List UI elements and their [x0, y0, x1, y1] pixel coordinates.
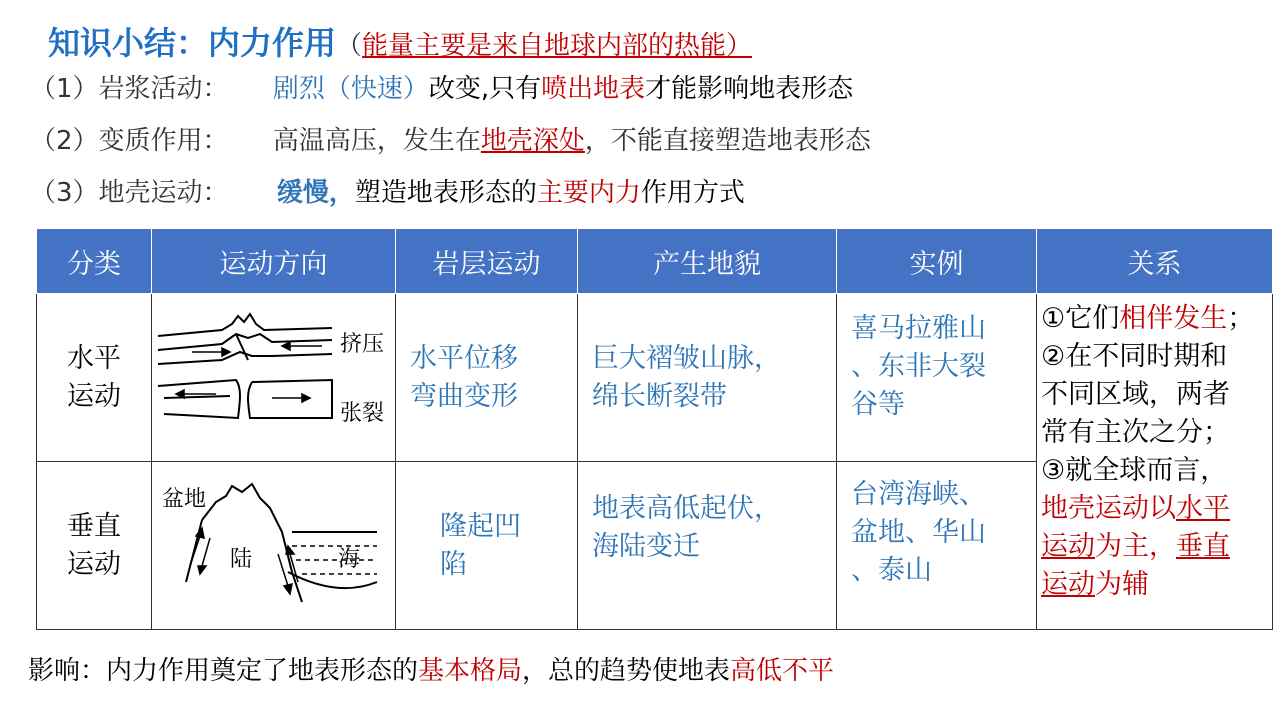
footer-text: ，总的趋势使地表: [522, 656, 731, 686]
diagram-label-basin: 盆地: [162, 487, 207, 512]
line-text: 作用方式: [640, 178, 745, 208]
header-direction: 运动方向: [152, 229, 396, 294]
cell-relation: [1037, 294, 1273, 630]
example-line: 喜马拉雅山: [851, 313, 986, 344]
example-line: 、东非大裂: [851, 351, 986, 382]
diagram-label-sea: 海: [338, 547, 361, 572]
relation-line: ③就全球而言，: [1041, 455, 1228, 486]
relation-line: ②在不同时期和: [1041, 341, 1228, 372]
table-header-row: [37, 229, 1273, 294]
relation-line: 运动为主，垂直: [1041, 531, 1230, 562]
line-magma: [30, 68, 853, 105]
line-label: （3）地壳运动：: [30, 178, 229, 208]
line-highlight: 地壳深处: [480, 126, 585, 156]
line-crustal: [30, 172, 745, 209]
relation-line: 不同区域，两者: [1041, 379, 1230, 410]
header-rock: 岩层运动: [396, 229, 578, 294]
line-text: 塑造地表形态的: [354, 178, 537, 208]
line-text: 缓慢，: [276, 178, 355, 208]
example-line: 台湾海峡、: [851, 479, 986, 510]
diagram-label-land: 陆: [230, 547, 253, 572]
cell-category: [37, 462, 152, 630]
cell-rock: [396, 294, 578, 462]
line-label: （2）变质作用：: [30, 126, 229, 156]
category-line: 垂直: [67, 510, 121, 542]
line-highlight: 喷出地表: [541, 74, 646, 104]
header-landform: 产生地貌: [578, 229, 837, 294]
cell-category: [37, 294, 152, 462]
rock-line: 陷: [440, 548, 467, 580]
footer-summary: [28, 650, 834, 687]
diagram-label-extension: 张裂: [340, 401, 385, 426]
title-main: 知识小结：内力作用: [48, 24, 337, 62]
landform-line: 巨大褶皱山脉，: [592, 342, 781, 374]
relation-line: 常有主次之分；: [1041, 417, 1230, 448]
example-line: 谷等: [851, 389, 905, 420]
cell-rock: [396, 462, 578, 630]
rock-line: 水平位移: [410, 342, 518, 374]
cell-examples: [837, 462, 1037, 630]
title-sub: 能量主要是来自地球内部的热能）: [362, 31, 753, 61]
header-category: 分类: [37, 229, 152, 294]
category-line: 运动: [67, 380, 121, 412]
footer-highlight: 高低不平: [730, 656, 835, 686]
line-text: 才能影响地表形态: [645, 74, 854, 104]
line-text: ，不能直接塑造地表形态: [584, 126, 871, 156]
diagram-label-compression: 挤压: [340, 332, 385, 357]
page-title: [48, 18, 752, 64]
line-label: （1）岩浆活动：: [30, 74, 229, 104]
example-line: 盆地、华山: [851, 517, 986, 548]
footer-highlight: 基本格局: [418, 656, 523, 686]
relation-line: ①它们相伴发生；: [1041, 303, 1255, 334]
cell-landform: [578, 462, 837, 630]
horizontal-movement-diagram: [152, 294, 392, 454]
summary-table: [36, 228, 1273, 630]
header-examples: 实例: [837, 229, 1037, 294]
footer-text: 影响：内力作用奠定了地表形态的: [28, 656, 419, 686]
cell-diagram-vertical: [152, 462, 396, 630]
landform-line: 绵长断裂带: [592, 380, 727, 412]
category-line: 水平: [67, 342, 121, 374]
line-highlight: 主要内力: [536, 178, 641, 208]
title-paren: （: [336, 31, 363, 61]
line-metamorphism: [30, 120, 871, 157]
cell-diagram-horizontal: [152, 294, 396, 462]
table-row: [37, 294, 1273, 462]
relation-line: 地壳运动以水平: [1041, 493, 1230, 524]
rock-line: 隆起凹: [440, 510, 521, 542]
cell-examples: [837, 294, 1037, 462]
vertical-movement-diagram: [152, 462, 392, 622]
example-line: 、泰山: [851, 555, 932, 586]
relation-line: 运动为辅: [1041, 569, 1149, 600]
line-text: 剧烈（快速）: [272, 74, 429, 104]
header-relation: 关系: [1037, 229, 1273, 294]
line-text: 改变,只有: [428, 74, 542, 104]
landform-line: 地表高低起伏，: [592, 493, 781, 524]
category-line: 运动: [67, 548, 121, 580]
landform-line: 海陆变迁: [592, 531, 700, 562]
line-text: 高温高压，发生在: [272, 126, 481, 156]
rock-line: 弯曲变形: [410, 380, 518, 412]
cell-landform: [578, 294, 837, 462]
